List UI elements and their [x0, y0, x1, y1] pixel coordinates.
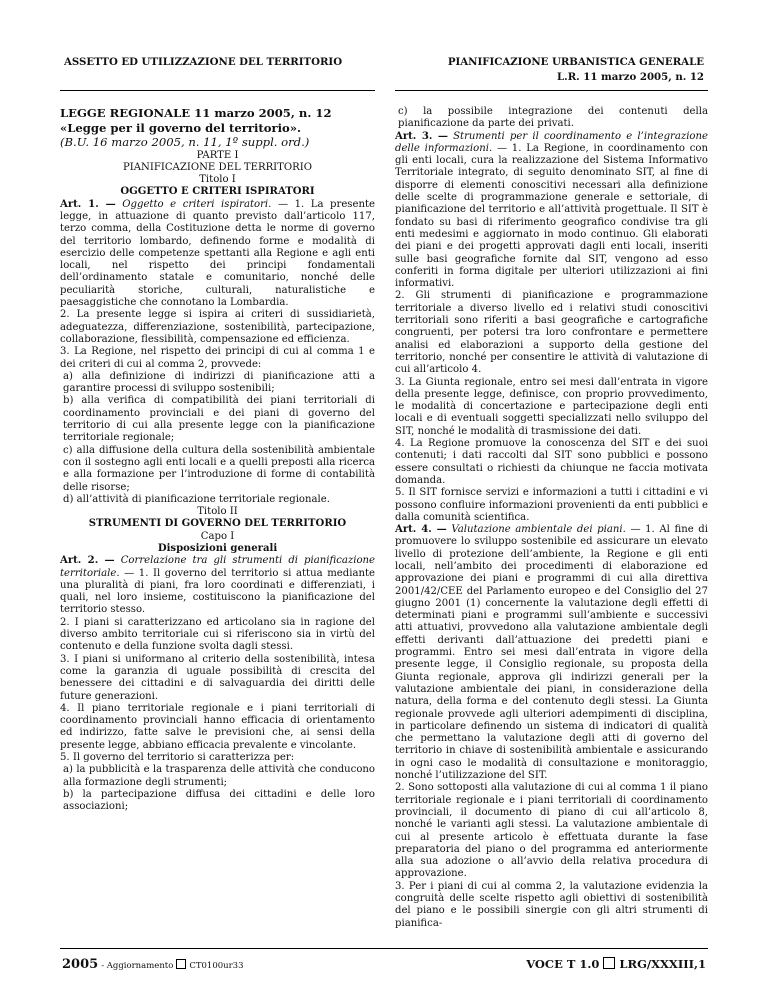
titolo1-label: Titolo I — [199, 174, 236, 186]
art2-item-c: c) la possibile integrazione dei contenuti della pianificazione da parte dei privati. — [398, 106, 708, 130]
header-section-title: ASSETTO ED UTILIZZAZIONE DEL TERRITORIO — [64, 56, 343, 68]
square-bullet-icon — [176, 959, 186, 969]
art1-item-c: c) alla diffusione della cultura della sostenibilità ambientale con il sostegno agli enti locali e a quelli preposti alla ricerca e alla formazione per l’introduzione di forme di contabilità delle risorse; — [63, 444, 375, 493]
art1-comma2: 2. La presente legge si ispira ai criteri di sussidiarietà, adeguatezza, differenziazione, sostenibilità, partecipazione, collaborazione, flessibilità, compensazione ed efficienza. — [60, 309, 375, 345]
art2-comma3: 3. I piani si uniformano al criterio della sostenibilità, intesa come la garanzia di uguale possibilità di crescita del benessere dei cittadini e di salvaguardia dei diritti delle future generazioni. — [60, 653, 375, 702]
part-title: PIANIFICAZIONE DEL TERRITORIO — [122, 161, 313, 173]
capo1-title: Disposizioni generali — [157, 543, 278, 554]
footer-update-label: - Aggiornamento — [101, 961, 174, 971]
art3-title: Strumenti per il coordinamento e l’integrazione delle informazioni. — [395, 130, 708, 154]
art2-number: Art. 2. — — [60, 555, 115, 567]
footer-voce — [526, 957, 706, 971]
art2-item-a: a) la pubblicità e la trasparenza delle attività che conducono alla formazione degli strumenti; — [63, 764, 375, 788]
art2-title: Correlazione tra gli strumenti di pianificazione territoriale. — [60, 555, 375, 579]
running-header-left — [60, 44, 375, 91]
footer-update-info — [62, 957, 244, 972]
footer-ref: LRG/XXXIII,1 — [619, 957, 706, 971]
art4-title: Valutazione ambientale dei piani. — [451, 524, 626, 536]
footer-code: CT0100ur33 — [189, 961, 244, 971]
art2-paragraph1: Art. 2. — Correlazione tra gli strumenti di pianificazione territoriale. — 1. Il governo del territorio si attua mediante una pluralità di piani, fra loro coordinati e differenziati, i quali, nel loro insieme, costituiscono la pianificazione del territorio stesso. — [60, 555, 375, 616]
titolo2-title: STRUMENTI DI GOVERNO DEL TERRITORIO — [88, 518, 347, 530]
art2-comma2: 2. I piani si caratterizzano ed articolano sia in ragione del diverso ambito territoriale cui si riferiscono sia in virtù del contenuto e della funzione svolta dagli stessi. — [60, 616, 375, 653]
law-subtitle: «Legge per il governo del territorio». — [60, 120, 302, 135]
footer-year: 2005 — [62, 957, 99, 972]
header-law-ref: L.R. 11 marzo 2005, n. 12 — [557, 71, 704, 83]
art1-number: Art. 1. — — [60, 198, 116, 210]
capo1-label: Capo I — [200, 530, 235, 542]
art3-number: Art. 3. — — [395, 130, 448, 142]
titolo2-label: Titolo II — [197, 506, 238, 518]
art1-item-b: b) alla verifica di compatibilità dei piani territoriali di coordinamento provinciali e dei piani di governo del territorio di cui alla presente legge con la pianificazione territoriale regionale; — [63, 395, 375, 444]
page-footer — [60, 948, 708, 977]
art3-paragraph1: Art. 3. — Strumenti per il coordinamento e l’integrazione delle informazioni. — 1. La Regione, in coordinamento con gli enti locali, cura la realizzazione del Sistema Informativo Territoriale integrato, di seguito denominato SIT, al fine di disporre di elementi conoscitivi necessari alla definizione delle scelte di programmazione generale e settoriale, di pianificazione del territorio e all’attività progettuale. Il SIT è fondato su basi di riferimento geografico condivise tra gli enti medesimi e aggiornato in modo continuo. Gli elaborati dei piani e dei progetti approvati dagli enti locali, inseriti sulle basi geografiche fornite dal SIT, vengono ad esso conferiti in forma digitale per ulteriori utilizzazioni ai fini informativi. — [395, 130, 708, 290]
art4-number: Art. 4. — — [395, 524, 447, 536]
left-column — [60, 106, 375, 814]
art4-paragraph1: Art. 4. — Valutazione ambientale dei piani. — 1. Al fine di promuovere lo sviluppo sostenibile ed assicurare un elevato livello di protezione dell’ambiente, la Regione e gli enti locali, nell’ambito dei procedimenti di elaborazione ed approvazione dei piani e programmi di cui alla direttiva 2001/42/CEE del Parlamento europeo e del Consiglio del 27 giugno 2001 (1) concernente la valutazione degli effetti di determinati piani e programmi sull’ambiente e successivi atti attuativi, provvedono alla valutazione ambientale degli effetti derivanti dall’attuazione dei predetti piani e programmi. Entro sei mesi dall’entrata in vigore della presente legge, il Consiglio regionale, su proposta della Giunta regionale, approva gli indirizzi generali per la valutazione ambientale dei piani, in considerazione della natura, della forma e del contenuto degli stessi. La Giunta regionale provvede agli ulteriori adempimenti di disciplina, in particolare definendo un sistema di indicatori di qualità che permettano la valutazione degli atti di governo del territorio in chiave di sostenibilità ambientale e assicurando in ogni caso le modalità di consultazione e monitoraggio, nonché l’utilizzazione del SIT. — [395, 524, 708, 782]
header-topic: PIANIFICAZIONE URBANISTICA GENERALE — [447, 56, 704, 68]
art3-comma2: 2. Gli strumenti di pianificazione e programmazione territoriale a diverso livello ed i relativi studi conoscitivi territoriali sono riferiti a basi geografiche e cartografiche congruenti, per potersi tra loro confrontare e permettere analisi ed elaborazioni a supporto della gestione del territorio, nonché per consentire le attività di valutazione di cui all’articolo 4. — [395, 290, 708, 376]
law-publication: (B.U. 16 marzo 2005, n. 11, 1º suppl. ord.) — [60, 135, 310, 149]
art4-comma2: 2. Sono sottoposti alla valutazione di cui al comma 1 il piano territoriale regionale e i piani territoriali di coordinamento provinciali, il documento di piano di cui all’articolo 8, nonché le varianti agli stessi. La valutazione ambientale di cui al presente articolo è effettuata durante la fase preparatoria del piano o del programma ed anteriormente alla sua adozione o all’avvio della relativa procedura di approvazione. — [395, 782, 708, 880]
running-header-right — [395, 44, 708, 91]
art1-item-a: a) alla definizione di indirizzi di pianificazione atti a garantire processi di sviluppo sostenibili; — [63, 370, 375, 395]
art2-comma4: 4. Il piano territoriale regionale e i piani territoriali di coordinamento provinciali hanno efficacia di orientamento ed indirizzo, fatte salve le previsioni che, ai sensi della presente legge, abbiano efficacia prevalente e vincolante. — [60, 702, 375, 751]
law-title: LEGGE REGIONALE 11 marzo 2005, n. 12 — [60, 106, 332, 120]
art2-item-b: b) la partecipazione diffusa dei cittadini e delle loro associazioni; — [63, 788, 375, 813]
square-bullet-icon — [603, 957, 615, 969]
titolo1-title: OGGETTO E CRITERI ISPIRATORI — [120, 186, 315, 198]
footer-voce-label: VOCE T 1.0 — [526, 957, 600, 971]
art3-comma4: 4. La Regione promuove la conoscenza del SIT e dei suoi contenuti; i dati raccolti dal SIT sono pubblici e possono essere consultati o richiesti da chiunque ne faccia motivata domanda. — [395, 438, 708, 486]
right-column — [395, 106, 708, 930]
art1-comma3: 3. La Regione, nel rispetto dei principi di cui al comma 1 e dei criteri di cui al comma 2, provvede: — [60, 346, 375, 370]
art1-title: Oggetto e criteri ispiratori. — [122, 198, 272, 210]
art4-comma3: 3. Per i piani di cui al comma 2, la valutazione evidenzia la congruità delle scelte rispetto agli obiettivi di sostenibilità del piano e le possibili sinergie con gli altri strumenti di pianifica- — [395, 880, 708, 929]
art2-comma5: 5. Il governo del territorio si caratterizza per: — [60, 752, 295, 764]
art1-item-d: d) all’attività di pianificazione territoriale regionale. — [63, 493, 330, 505]
art3-comma5: 5. Il SIT fornisce servizi e informazioni a tutti i cittadini e vi possono confluire informazioni provenienti da enti pubblici e dalla comunità scientifica. — [395, 487, 708, 523]
art1-paragraph1: Art. 1. — Oggetto e criteri ispiratori. — 1. La presente legge, in attuazione di quanto previsto dall’articolo 117, terzo comma, della Costituzione detta le norme di governo del territorio lombardo, definendo forme e modalità di esercizio delle competenze spettanti alla Regione e agli enti locali, nel rispetto dei principi fondamentali dell’ordinamento statale e comunitario, nonché delle peculiarità storiche, culturali, naturalistiche e paesaggistiche che connotano la Lombardia. — [60, 198, 375, 309]
part-label: PARTE I — [196, 149, 239, 161]
art3-comma3: 3. La Giunta regionale, entro sei mesi dall’entrata in vigore della presente legge, definisce, con proprio provvedimento, le modalità di concertazione e partecipazione degli enti locali e di eventuali soggetti specializzati nello sviluppo del SIT, nonché le modalità di trasmissione dei dati. — [395, 376, 708, 437]
